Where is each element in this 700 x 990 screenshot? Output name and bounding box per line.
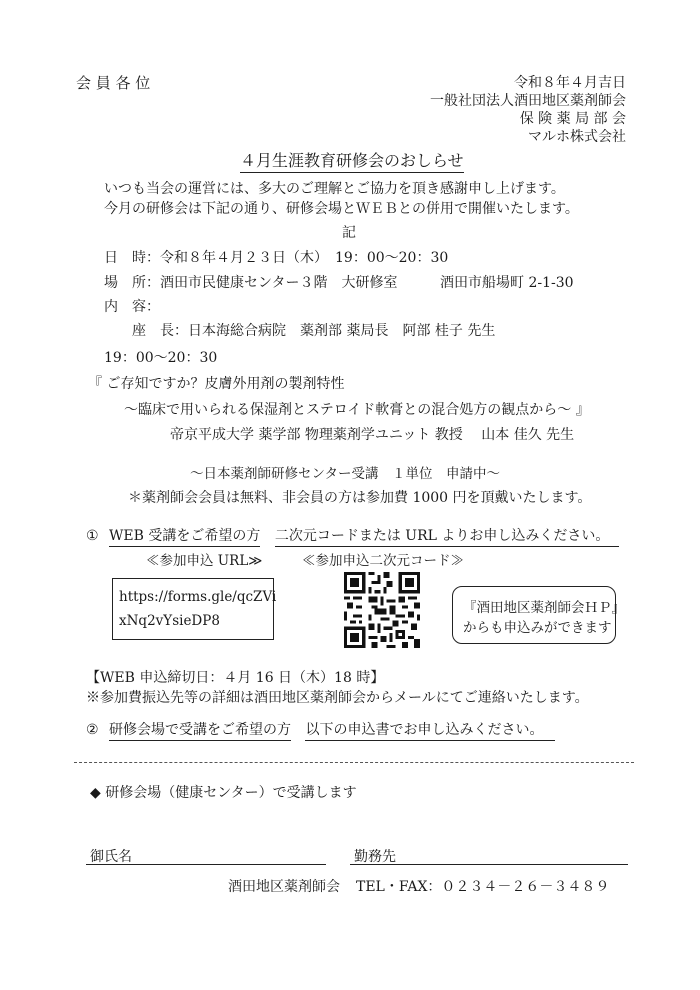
hp-callout xyxy=(452,586,625,644)
venue-heading-desc: 以下の申込書でお申し込みください。 xyxy=(305,722,555,741)
chairperson: 座 長：日本海総合病院 薬剤部 薬局長 阿部 桂子 先生 xyxy=(132,323,496,339)
workplace-field-line[interactable] xyxy=(350,864,628,865)
fee-note: ＊薬剤師会会員は無料、非会員の方は参加費 1000 円を頂戴いたします。 xyxy=(128,490,592,506)
hp-line-2: からも申込みができます xyxy=(463,620,612,636)
ki-mark: 記 xyxy=(342,225,356,241)
lecture-time: 19：00〜20：30 xyxy=(104,350,218,366)
web-heading-desc: 二次元コードまたは URL よりお申し込みください。 xyxy=(275,528,620,547)
issue-date: 令和８年４月吉日 xyxy=(514,75,626,91)
url-caption: ≪参加申込 URL≫ xyxy=(146,553,263,569)
qr-code-icon[interactable] xyxy=(344,572,420,648)
footer-org: 酒田地区薬剤師会 xyxy=(228,879,340,895)
place-label: 場 所： xyxy=(104,275,160,291)
web-deadline: 【WEB 申込締切日：４月 16 日（木）18 時】 xyxy=(86,670,385,686)
footer-contact: TEL・FAX：０２３４－２６－３４８９ xyxy=(356,879,610,895)
content-label: 内 容： xyxy=(104,299,160,315)
venue-heading-number: ② xyxy=(86,722,99,738)
lecture-subtitle: 〜臨床で用いられる保湿剤とステロイド軟膏との混合処方の観点から〜 』 xyxy=(124,402,590,418)
date-label: 日 時： xyxy=(104,250,160,266)
hp-line-1: 『酒田地区薬剤師会ＨＰ』 xyxy=(463,600,625,616)
url-box[interactable] xyxy=(112,578,277,640)
speaker: 帝京平成大学 薬学部 物理薬剤学ユニット 教授 山本 佳久 先生 xyxy=(170,427,575,443)
place-row xyxy=(104,272,397,292)
web-heading xyxy=(86,525,619,545)
lecture-title: 『 ご存知ですか？皮膚外用剤の製剤特性 xyxy=(88,376,345,392)
organization-2: 保 険 薬 局 部 会 xyxy=(519,111,626,127)
name-label: 御氏名 xyxy=(90,849,132,865)
url-line-1[interactable]: https://forms.gle/qcZVi xyxy=(119,589,277,605)
organization-1: 一般社団法人酒田地区薬剤師会 xyxy=(430,93,626,109)
organization-3: マルホ株式会社 xyxy=(528,129,626,145)
intro-line-2: 今月の研修会は下記の通り、研修会場とＷＥＢとの併用で開催いたします。 xyxy=(104,201,579,217)
workplace-label: 勤務先 xyxy=(354,849,396,865)
place-value: 酒田市民健康センター３階 大研修室 xyxy=(160,275,398,291)
venue-heading-label: 研修会場で受講をご希望の方 xyxy=(109,722,291,741)
web-heading-number: ① xyxy=(86,528,99,544)
name-field-line[interactable] xyxy=(86,864,326,865)
intro-line-1: いつも当会の運営には、多大のご理解とご協力を頂き感謝申し上げます。 xyxy=(104,181,565,197)
recipient: 会 員 各 位 xyxy=(76,74,151,92)
web-heading-label: WEB 受講をご希望の方 xyxy=(109,528,260,547)
qr-caption: ≪参加申込二次元コード≫ xyxy=(302,553,464,569)
cut-line xyxy=(74,762,634,763)
attend-checkbox-label[interactable]: ◆ 研修会場（健康センター）で受講します xyxy=(90,785,357,801)
date-value: 令和８年４月２３日（木） 19：00〜20：30 xyxy=(160,250,449,266)
place-address: 酒田市船場町 2-1-30 xyxy=(440,275,574,291)
credit-note: 〜日本薬剤師研修センター受講 １単位 申請中〜 xyxy=(190,466,500,482)
document-title: ４月生涯教育研修会のおしらせ xyxy=(240,148,464,171)
venue-heading xyxy=(86,719,555,739)
date-row xyxy=(104,247,448,267)
url-line-2[interactable]: xNq2vYsieDP8 xyxy=(119,613,220,629)
web-note: ※参加費振込先等の詳細は酒田地区薬剤師会からメールにてご連絡いたします。 xyxy=(86,690,589,706)
